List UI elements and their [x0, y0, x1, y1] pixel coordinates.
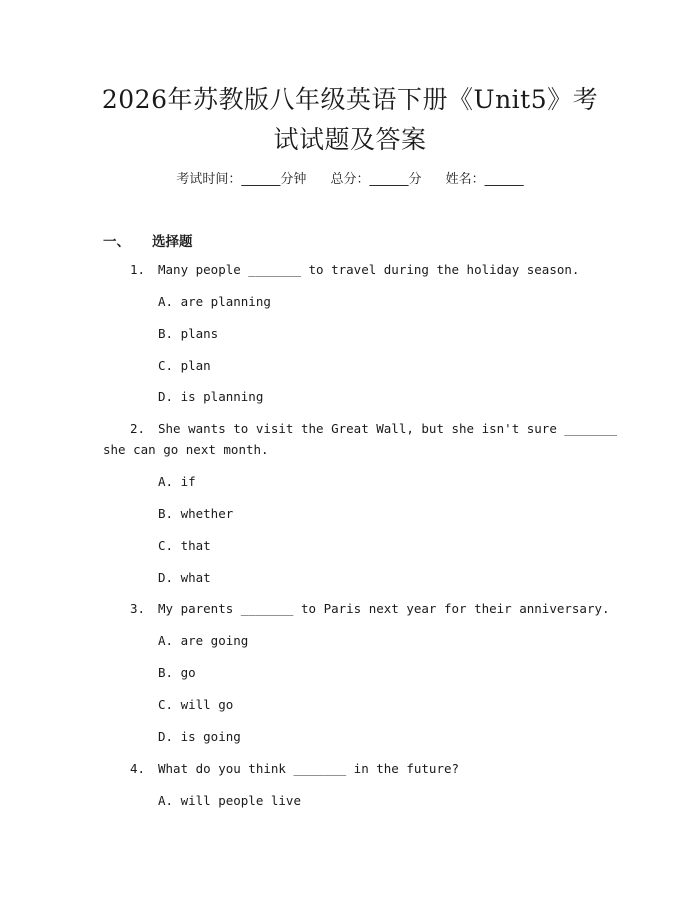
option: B. whether [158, 506, 234, 521]
option: A. are going [158, 633, 249, 648]
option: C. that [158, 538, 211, 553]
option: D. is planning [158, 389, 264, 404]
question-3 [130, 601, 610, 616]
question-2 [130, 421, 617, 436]
option: D. is going [158, 729, 241, 744]
question-text: My parents _______ to Paris next year for their anniversary. [158, 601, 610, 616]
exam-name: 姓名：______ [445, 172, 524, 187]
exam-time: 考试时间：______分钟 [176, 172, 307, 187]
exam-meta [0, 168, 700, 187]
question-text: She wants to visit the Great Wall, but she isn't sure _______ [158, 421, 618, 436]
option: C. will go [158, 697, 234, 712]
page-title [60, 80, 640, 160]
option: A. if [158, 474, 196, 489]
question-1 [130, 262, 579, 277]
option: A. are planning [158, 294, 271, 309]
question-number: 2. [130, 421, 146, 436]
option: C. plan [158, 358, 211, 373]
question-number: 4. [130, 761, 146, 776]
question-4 [130, 761, 459, 776]
title-line-2: 试试题及答案 [273, 125, 427, 154]
question-text-continued: she can go next month. [103, 442, 269, 457]
exam-score: 总分：______分 [330, 172, 422, 187]
section-title: 选择题 [152, 234, 193, 250]
option: D. what [158, 570, 211, 585]
option: B. plans [158, 326, 219, 341]
question-number: 3. [130, 601, 146, 616]
question-text: Many people _______ to travel during the holiday season. [158, 262, 580, 277]
section-heading [103, 230, 193, 250]
option: B. go [158, 665, 196, 680]
section-number: 一、 [103, 234, 130, 250]
option: A. will people live [158, 793, 301, 808]
question-number: 1. [130, 262, 146, 277]
question-text: What do you think _______ in the future? [158, 761, 460, 776]
title-line-1: 2026年苏教版八年级英语下册《Unit5》考 [101, 85, 599, 114]
